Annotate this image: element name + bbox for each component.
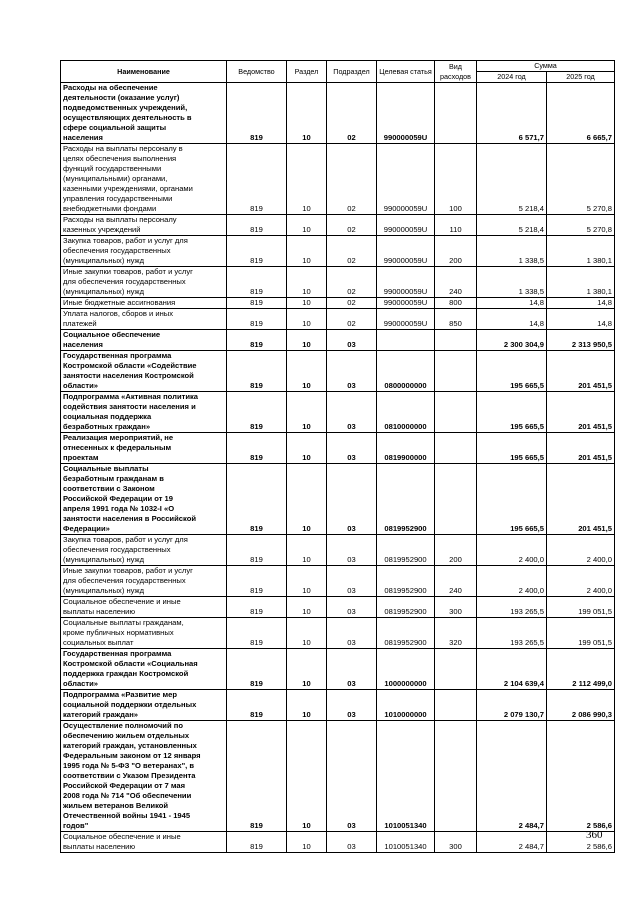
- row-podrazdel: 03: [327, 618, 377, 649]
- row-vedomstvo: 819: [227, 144, 287, 215]
- row-name-line: подведомственных учреждений,: [63, 103, 188, 112]
- row-vedomstvo: 819: [227, 464, 287, 535]
- row-expense-type: [435, 330, 477, 351]
- row-sum-2024: 2 484,7: [477, 832, 547, 853]
- row-name-line: для обеспечения государственных: [63, 277, 186, 286]
- row-target-article: 1010051340: [377, 832, 435, 853]
- row-name-line: Социальное обеспечение: [63, 330, 161, 339]
- header-podrazdel: Подраздел: [327, 61, 377, 83]
- row-podrazdel: 02: [327, 236, 377, 267]
- row-name-line: Расходы на обеспечение: [63, 83, 158, 92]
- row-name-line: Иные бюджетные ассигнования: [63, 298, 176, 307]
- row-name-line: (муниципальных) нужд: [63, 287, 145, 296]
- row-name: [61, 566, 227, 597]
- row-name: [61, 351, 227, 392]
- row-name-line: выплаты населению: [63, 842, 136, 851]
- row-sum-2024: 195 665,5: [477, 392, 547, 433]
- header-vedomstvo: Ведомство: [227, 61, 287, 83]
- row-target-article: 990000059U: [377, 267, 435, 298]
- row-name-line: (муниципальных) нужд: [63, 555, 145, 564]
- row-expense-type: [435, 721, 477, 832]
- row-name-line: Расходы на выплаты персоналу в: [63, 144, 183, 153]
- row-sum-2025: 2 086 990,3: [547, 690, 615, 721]
- row-vedomstvo: 819: [227, 832, 287, 853]
- row-target-article: 1010051340: [377, 721, 435, 832]
- row-name-line: Подпрограмма «Развитие мер: [63, 690, 177, 699]
- row-name-line: занятости населения Костромской: [63, 371, 194, 380]
- row-name-line: Социальные выплаты гражданам,: [63, 618, 184, 627]
- row-name-line: платежей: [63, 319, 97, 328]
- row-name-line: социальных выплат: [63, 638, 134, 647]
- row-name-line: обеспечения государственных: [63, 246, 171, 255]
- header-razdel: Раздел: [287, 61, 327, 83]
- row-sum-2024: 14,8: [477, 309, 547, 330]
- row-target-article: 0819952900: [377, 464, 435, 535]
- row-name: [61, 535, 227, 566]
- row-sum-2025: 14,8: [547, 309, 615, 330]
- row-name-line: казенных учреждений: [63, 225, 141, 234]
- row-name-line: деятельности (оказание услуг): [63, 93, 180, 102]
- row-expense-type: [435, 83, 477, 144]
- row-name-line: Иные закупки товаров, работ и услуг: [63, 566, 193, 575]
- table-row: [61, 236, 615, 267]
- row-name-line: отнесенных к федеральным: [63, 443, 172, 452]
- row-name-line: Социальное обеспечение и иные: [63, 832, 181, 841]
- row-sum-2025: 2 400,0: [547, 535, 615, 566]
- row-name-line: населения: [63, 133, 103, 142]
- row-vedomstvo: 819: [227, 215, 287, 236]
- row-vedomstvo: 819: [227, 298, 287, 309]
- row-target-article: 990000059U: [377, 298, 435, 309]
- row-sum-2024: 2 079 130,7: [477, 690, 547, 721]
- row-sum-2024: 14,8: [477, 298, 547, 309]
- row-sum-2025: 2 586,6: [547, 721, 615, 832]
- row-podrazdel: 03: [327, 832, 377, 853]
- row-name-line: категорий граждан, установленных: [63, 741, 197, 750]
- row-podrazdel: 03: [327, 464, 377, 535]
- row-vedomstvo: 819: [227, 330, 287, 351]
- row-target-article: 1000000000: [377, 649, 435, 690]
- row-name: [61, 392, 227, 433]
- row-expense-type: 110: [435, 215, 477, 236]
- row-expense-type: [435, 351, 477, 392]
- row-podrazdel: 03: [327, 330, 377, 351]
- header-year-2024: 2024 год: [477, 72, 547, 83]
- row-name-line: соответствии с Законом: [63, 484, 155, 493]
- row-razdel: 10: [287, 267, 327, 298]
- row-name-line: годов": [63, 821, 89, 830]
- row-name-line: 1995 года № 5-ФЗ "О ветеранах", в: [63, 761, 195, 770]
- row-vedomstvo: 819: [227, 351, 287, 392]
- row-name: [61, 649, 227, 690]
- row-vedomstvo: 819: [227, 649, 287, 690]
- row-name-line: социальная поддержка: [63, 412, 152, 421]
- row-name: [61, 618, 227, 649]
- header-target-article: Целевая статья: [377, 61, 435, 83]
- table-row: [61, 649, 615, 690]
- row-name-line: занятости населения в Российской: [63, 514, 196, 523]
- row-sum-2025: 6 665,7: [547, 83, 615, 144]
- row-podrazdel: 03: [327, 721, 377, 832]
- row-name-line: Государственная программа: [63, 649, 172, 658]
- row-sum-2024: 2 300 304,9: [477, 330, 547, 351]
- row-podrazdel: 03: [327, 597, 377, 618]
- row-podrazdel: 03: [327, 690, 377, 721]
- table-row: [61, 83, 615, 144]
- row-razdel: 10: [287, 832, 327, 853]
- row-expense-type: 240: [435, 566, 477, 597]
- table-row: [61, 330, 615, 351]
- row-target-article: 0819952900: [377, 535, 435, 566]
- row-vedomstvo: 819: [227, 392, 287, 433]
- row-vedomstvo: 819: [227, 690, 287, 721]
- row-name-line: Государственная программа: [63, 351, 172, 360]
- row-name-line: категорий граждан»: [63, 710, 139, 719]
- row-sum-2024: 5 218,4: [477, 144, 547, 215]
- row-name-line: Российской Федерации от 19: [63, 494, 173, 503]
- row-sum-2024: 1 338,5: [477, 267, 547, 298]
- row-razdel: 10: [287, 566, 327, 597]
- row-sum-2024: 5 218,4: [477, 215, 547, 236]
- row-sum-2025: 201 451,5: [547, 392, 615, 433]
- row-name-line: социальной поддержки отдельных: [63, 700, 197, 709]
- row-name-line: 2008 года № 714 "Об обеспечении: [63, 791, 192, 800]
- row-sum-2025: 2 313 950,5: [547, 330, 615, 351]
- row-name-line: Костромской области «Содействие: [63, 361, 197, 370]
- row-name-line: поддержка граждан Костромской: [63, 669, 189, 678]
- row-name-line: апреля 1991 года № 1032-I «О: [63, 504, 175, 513]
- row-vedomstvo: 819: [227, 309, 287, 330]
- row-sum-2025: 2 112 499,0: [547, 649, 615, 690]
- row-name-line: Иные закупки товаров, работ и услуг: [63, 267, 193, 276]
- row-name-line: выплаты населению: [63, 607, 136, 616]
- row-podrazdel: 03: [327, 433, 377, 464]
- row-name: [61, 298, 227, 309]
- row-podrazdel: 03: [327, 649, 377, 690]
- row-expense-type: [435, 649, 477, 690]
- row-sum-2024: 6 571,7: [477, 83, 547, 144]
- row-sum-2025: 2 586,6: [547, 832, 615, 853]
- row-podrazdel: 02: [327, 309, 377, 330]
- row-podrazdel: 02: [327, 298, 377, 309]
- budget-table: [60, 60, 615, 853]
- row-razdel: 10: [287, 298, 327, 309]
- table-row: [61, 690, 615, 721]
- row-sum-2025: 5 270,8: [547, 215, 615, 236]
- row-name: [61, 267, 227, 298]
- row-target-article: 0819952900: [377, 618, 435, 649]
- row-vedomstvo: 819: [227, 236, 287, 267]
- row-expense-type: 200: [435, 535, 477, 566]
- row-expense-type: 300: [435, 597, 477, 618]
- row-sum-2025: 14,8: [547, 298, 615, 309]
- row-expense-type: 300: [435, 832, 477, 853]
- row-vedomstvo: 819: [227, 267, 287, 298]
- row-name-line: Федеральным законом от 12 января: [63, 751, 201, 760]
- row-sum-2025: 199 051,5: [547, 597, 615, 618]
- row-expense-type: 850: [435, 309, 477, 330]
- table-row: [61, 215, 615, 236]
- row-name-line: (муниципальных) нужд: [63, 586, 145, 595]
- row-sum-2024: 193 265,5: [477, 597, 547, 618]
- row-name-line: проектам: [63, 453, 99, 462]
- row-name-line: Расходы на выплаты персоналу: [63, 215, 177, 224]
- row-name-line: Российской Федерации от 7 мая: [63, 781, 186, 790]
- header-year-2025: 2025 год: [547, 72, 615, 83]
- row-vedomstvo: 819: [227, 597, 287, 618]
- row-name-line: Уплата налогов, сборов и иных: [63, 309, 174, 318]
- row-razdel: 10: [287, 392, 327, 433]
- row-razdel: 10: [287, 144, 327, 215]
- table-row: [61, 267, 615, 298]
- row-razdel: 10: [287, 649, 327, 690]
- row-podrazdel: 03: [327, 566, 377, 597]
- row-vedomstvo: 819: [227, 618, 287, 649]
- table-row: [61, 392, 615, 433]
- row-razdel: 10: [287, 433, 327, 464]
- row-name: [61, 721, 227, 832]
- row-name-line: обеспечению жильем отдельных: [63, 731, 190, 740]
- row-razdel: 10: [287, 215, 327, 236]
- row-razdel: 10: [287, 597, 327, 618]
- row-name-line: (муниципальными) органами,: [63, 174, 168, 183]
- row-target-article: 0819900000: [377, 433, 435, 464]
- row-target-article: 0800000000: [377, 351, 435, 392]
- table-row: [61, 464, 615, 535]
- row-razdel: 10: [287, 618, 327, 649]
- row-name: [61, 433, 227, 464]
- row-sum-2024: 195 665,5: [477, 433, 547, 464]
- row-podrazdel: 02: [327, 267, 377, 298]
- row-podrazdel: 02: [327, 144, 377, 215]
- row-expense-type: 240: [435, 267, 477, 298]
- row-expense-type: [435, 464, 477, 535]
- table-row: [61, 832, 615, 853]
- row-sum-2025: 1 380,1: [547, 236, 615, 267]
- row-target-article: 990000059U: [377, 144, 435, 215]
- row-sum-2025: 201 451,5: [547, 433, 615, 464]
- row-name: [61, 832, 227, 853]
- row-name-line: безработных граждан»: [63, 422, 151, 431]
- row-sum-2024: 2 104 639,4: [477, 649, 547, 690]
- row-name-line: Закупка товаров, работ и услуг для: [63, 535, 188, 544]
- row-sum-2025: 2 400,0: [547, 566, 615, 597]
- row-expense-type: [435, 392, 477, 433]
- row-name-line: целях обеспечения выполнения: [63, 154, 177, 163]
- row-razdel: 10: [287, 309, 327, 330]
- row-target-article: 990000059U: [377, 309, 435, 330]
- row-razdel: 10: [287, 721, 327, 832]
- row-razdel: 10: [287, 83, 327, 144]
- row-vedomstvo: 819: [227, 535, 287, 566]
- row-target-article: 990000059U: [377, 215, 435, 236]
- budget-table-body: [61, 83, 615, 853]
- row-name-line: Социальное обеспечение и иные: [63, 597, 181, 606]
- row-name-line: жильем ветеранов Великой: [63, 801, 169, 810]
- row-name-line: соответствии с Указом Президента: [63, 771, 196, 780]
- row-name-line: для обеспечения государственных: [63, 576, 186, 585]
- row-target-article: 0819952900: [377, 566, 435, 597]
- row-name-line: Закупка товаров, работ и услуг для: [63, 236, 188, 245]
- row-vedomstvo: 819: [227, 433, 287, 464]
- row-name-line: кроме публичных нормативных: [63, 628, 174, 637]
- row-name-line: Осуществление полномочий по: [63, 721, 183, 730]
- page-number: 360: [586, 829, 603, 841]
- row-name-line: управления государственными: [63, 194, 173, 203]
- row-vedomstvo: 819: [227, 721, 287, 832]
- table-row: [61, 597, 615, 618]
- row-podrazdel: 02: [327, 83, 377, 144]
- row-name-line: области»: [63, 679, 99, 688]
- row-name-line: Социальные выплаты: [63, 464, 149, 473]
- row-name: [61, 330, 227, 351]
- row-sum-2025: 1 380,1: [547, 267, 615, 298]
- row-sum-2024: 195 665,5: [477, 464, 547, 535]
- row-name-line: Отечественной войны 1941 - 1945: [63, 811, 191, 820]
- header-sum: Сумма: [477, 61, 615, 72]
- header-row-top: [61, 61, 615, 72]
- row-name-line: сфере социальной защиты: [63, 123, 167, 132]
- row-name: [61, 309, 227, 330]
- row-name-line: внебюджетными фондами: [63, 204, 157, 213]
- row-podrazdel: 03: [327, 392, 377, 433]
- row-name-line: Реализация мероприятий, не: [63, 433, 174, 442]
- row-razdel: 10: [287, 464, 327, 535]
- table-row: [61, 535, 615, 566]
- row-razdel: 10: [287, 236, 327, 267]
- row-target-article: 990000059U: [377, 236, 435, 267]
- row-name-line: казенными учреждениями, органами: [63, 184, 193, 193]
- row-sum-2024: 1 338,5: [477, 236, 547, 267]
- row-expense-type: [435, 690, 477, 721]
- row-name-line: Подпрограмма «Активная политика: [63, 392, 199, 401]
- row-sum-2024: 2 400,0: [477, 535, 547, 566]
- row-sum-2025: 199 051,5: [547, 618, 615, 649]
- row-name-line: населения: [63, 340, 103, 349]
- row-vedomstvo: 819: [227, 566, 287, 597]
- row-name-line: обеспечения государственных: [63, 545, 171, 554]
- row-name-line: Федерации»: [63, 524, 110, 533]
- row-sum-2024: 2 484,7: [477, 721, 547, 832]
- table-row: [61, 144, 615, 215]
- row-name: [61, 236, 227, 267]
- row-sum-2024: 195 665,5: [477, 351, 547, 392]
- row-target-article: 0810000000: [377, 392, 435, 433]
- row-name: [61, 83, 227, 144]
- row-expense-type: 320: [435, 618, 477, 649]
- row-name: [61, 597, 227, 618]
- row-name-line: (муниципальных) нужд: [63, 256, 145, 265]
- row-sum-2024: 2 400,0: [477, 566, 547, 597]
- row-expense-type: 200: [435, 236, 477, 267]
- row-razdel: 10: [287, 351, 327, 392]
- table-row: [61, 298, 615, 309]
- table-row: [61, 721, 615, 832]
- row-sum-2025: 201 451,5: [547, 351, 615, 392]
- row-razdel: 10: [287, 535, 327, 566]
- header-name: Наименование: [61, 61, 227, 83]
- row-sum-2024: 193 265,5: [477, 618, 547, 649]
- table-row: [61, 566, 615, 597]
- row-podrazdel: 03: [327, 351, 377, 392]
- row-name-line: содействия занятости населения и: [63, 402, 196, 411]
- row-sum-2025: 201 451,5: [547, 464, 615, 535]
- table-row: [61, 309, 615, 330]
- row-sum-2025: 5 270,8: [547, 144, 615, 215]
- row-name: [61, 464, 227, 535]
- row-name-line: безработным гражданам в: [63, 474, 164, 483]
- row-razdel: 10: [287, 330, 327, 351]
- row-name-line: Костромской области «Социальная: [63, 659, 198, 668]
- row-target-article: 0819952900: [377, 597, 435, 618]
- row-name: [61, 144, 227, 215]
- table-row: [61, 433, 615, 464]
- row-podrazdel: 03: [327, 535, 377, 566]
- row-expense-type: 100: [435, 144, 477, 215]
- table-row: [61, 351, 615, 392]
- row-name-line: области»: [63, 381, 99, 390]
- header-expense-type: Вид расходов: [435, 61, 477, 83]
- row-name: [61, 215, 227, 236]
- row-target-article: 990000059U: [377, 83, 435, 144]
- row-target-article: [377, 330, 435, 351]
- row-razdel: 10: [287, 690, 327, 721]
- table-row: [61, 618, 615, 649]
- row-expense-type: [435, 433, 477, 464]
- row-expense-type: 800: [435, 298, 477, 309]
- row-name: [61, 690, 227, 721]
- row-target-article: 1010000000: [377, 690, 435, 721]
- row-vedomstvo: 819: [227, 83, 287, 144]
- row-podrazdel: 02: [327, 215, 377, 236]
- row-name-line: функций государственными: [63, 164, 162, 173]
- row-name-line: осуществляющих деятельность в: [63, 113, 192, 122]
